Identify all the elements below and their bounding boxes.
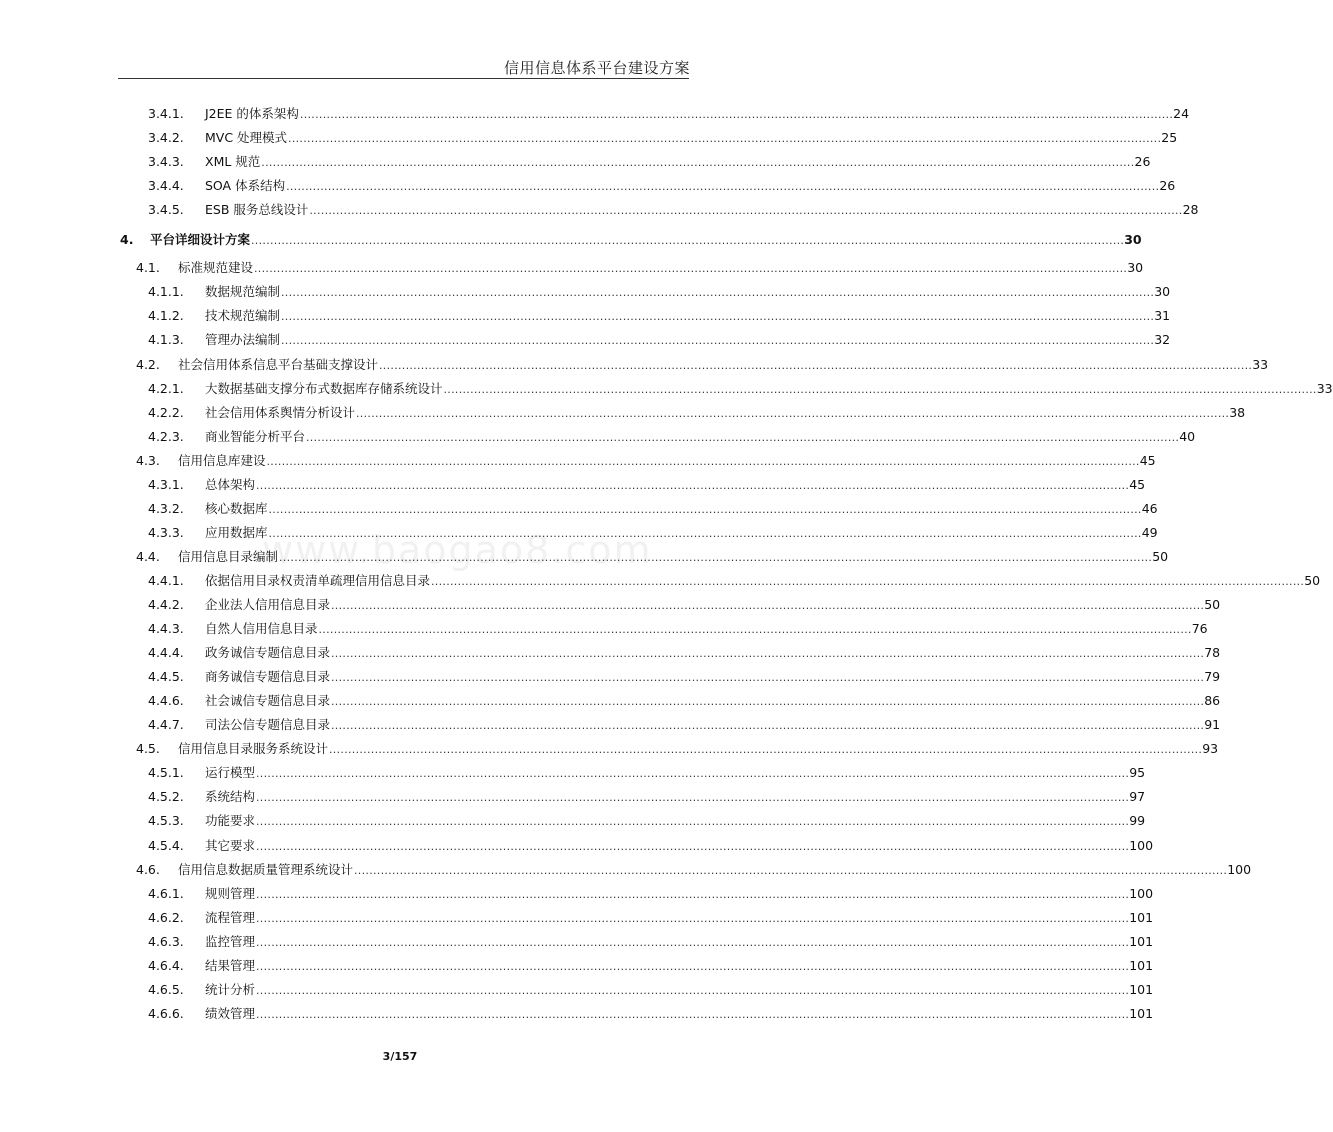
toc-dot-leader [319, 623, 1192, 637]
toc-entry-number: 4.4.5. [148, 669, 184, 685]
toc-dot-leader [256, 815, 1129, 829]
toc-entry-title[interactable]: 绩效管理 [205, 1005, 256, 1021]
toc-entry-number: 4.4.3. [148, 621, 184, 637]
toc-entry-page: 50 [1152, 548, 1169, 564]
toc-dot-leader [329, 743, 1202, 757]
toc-entry-number: 4.6.4. [148, 957, 184, 973]
toc-dot-leader [279, 551, 1152, 565]
toc-entry-page: 101 [1129, 981, 1154, 997]
toc-entry[interactable] [0, 146, 1151, 170]
toc-entry[interactable] [0, 613, 1208, 637]
toc-entry-title[interactable]: 政务诚信专题信息目录 [205, 645, 331, 661]
toc-entry-number: 4.1. [136, 260, 160, 276]
toc-entry-title[interactable]: 功能要求 [205, 813, 256, 829]
toc-entry-page: 100 [1227, 861, 1252, 877]
toc-entry-page: 30 [1124, 232, 1142, 248]
toc-entry-page: 24 [1173, 106, 1190, 121]
toc-entry-title[interactable]: 运行模型 [205, 765, 256, 781]
toc-dot-leader [256, 960, 1129, 974]
toc-entry-title[interactable]: 系统结构 [205, 789, 256, 805]
toc-entry[interactable] [0, 757, 1146, 781]
toc-entry[interactable] [0, 493, 1158, 517]
toc-entry[interactable] [0, 854, 1252, 878]
toc-dot-leader [309, 204, 1182, 218]
toc-entry[interactable] [0, 349, 1269, 373]
toc-entry-page: 46 [1141, 500, 1158, 516]
toc-entry-page: 99 [1129, 813, 1146, 829]
toc-entry-number: 3.4.4. [148, 178, 184, 194]
toc-entry-page: 50 [1204, 597, 1221, 612]
toc-dot-leader [251, 234, 1124, 248]
toc-entry[interactable] [0, 733, 1219, 757]
toc-entry-page: 100 [1129, 885, 1154, 901]
toc-entry[interactable] [0, 805, 1146, 829]
toc-entry-page: 101 [1129, 909, 1154, 925]
toc-dot-leader [261, 156, 1134, 170]
toc-entry-number: 4.4.1. [148, 572, 184, 588]
toc-entry-page: 95 [1129, 765, 1146, 781]
toc-entry-page: 28 [1182, 202, 1199, 218]
toc-dot-leader [256, 840, 1129, 854]
toc-dot-leader [256, 936, 1129, 950]
toc-entry-title[interactable]: 社会诚信专题信息目录 [205, 693, 331, 709]
toc-entry-title[interactable]: 依据信用目录权责清单疏理信用信息目录 [205, 572, 431, 588]
toc-entry[interactable] [0, 902, 1154, 926]
toc-entry-title[interactable]: 司法公信专题信息目录 [205, 717, 331, 733]
toc-entry-title[interactable]: 商业智能分析平台 [205, 428, 306, 444]
toc-entry-number: 3.4.5. [148, 202, 184, 218]
toc-entry-title[interactable]: XML 规范 [205, 154, 261, 170]
toc-entry-page: 86 [1204, 693, 1221, 709]
toc-entry-title[interactable]: 其它要求 [205, 837, 256, 853]
toc-entry[interactable] [0, 445, 1156, 469]
toc-entry-page: 30 [1154, 284, 1171, 300]
toc-entry-title[interactable]: 标准规范建设 [178, 260, 254, 276]
toc-entry-number: 4.2.2. [148, 404, 184, 420]
toc-entry-page: 40 [1179, 428, 1196, 444]
toc-dot-leader [300, 108, 1173, 122]
toc-entry[interactable] [0, 469, 1146, 493]
toc-entry-title[interactable]: 总体架构 [205, 476, 256, 492]
toc-entry[interactable] [0, 830, 1154, 854]
toc-entry-page: 25 [1161, 130, 1178, 146]
toc-entry-number: 4.4. [136, 548, 160, 564]
toc-entry-title[interactable]: 社会信用体系舆情分析设计 [205, 404, 356, 420]
toc-entry-page: 26 [1159, 178, 1176, 194]
toc-entry[interactable] [0, 373, 1333, 397]
toc-entry-title[interactable]: SOA 体系结构 [205, 178, 286, 194]
toc-entry[interactable] [0, 397, 1246, 421]
toc-dot-leader [354, 864, 1227, 878]
toc-entry-number: 4.3.2. [148, 500, 184, 516]
toc-entry-title[interactable]: 流程管理 [205, 909, 256, 925]
toc-dot-leader [281, 310, 1154, 324]
header-title: 信用信息体系平台建设方案 [503, 59, 690, 77]
toc-entry[interactable] [0, 517, 1158, 541]
toc-entry-page: 78 [1204, 645, 1221, 661]
toc-entry-number: 4.4.7. [148, 717, 184, 733]
toc-dot-leader [288, 132, 1161, 146]
toc-entry-number: 4.5.3. [148, 813, 184, 829]
toc-dot-leader [256, 767, 1129, 781]
header-divider [118, 78, 689, 79]
toc-entry[interactable] [0, 194, 1199, 218]
toc-entry-title[interactable]: 监控管理 [205, 933, 256, 949]
toc-dot-leader [256, 479, 1129, 493]
toc-entry-page: 50 [1304, 572, 1321, 588]
toc-entry-number: 4.6.5. [148, 981, 184, 997]
toc-dot-leader [256, 1008, 1129, 1022]
toc-entry-number: 4.6.6. [148, 1005, 184, 1021]
toc-entry[interactable] [0, 878, 1154, 902]
toc-entry[interactable] [0, 709, 1221, 733]
toc-entry-page: 76 [1191, 621, 1208, 637]
toc-dot-leader [267, 455, 1140, 469]
toc-entry-title[interactable]: 信用信息目录服务系统设计 [178, 741, 329, 757]
toc-entry[interactable] [0, 974, 1154, 998]
toc-entry[interactable] [0, 170, 1176, 194]
toc-entry-number: 4. [120, 232, 134, 248]
toc-entry[interactable] [0, 565, 1321, 589]
toc-entry-page: 93 [1202, 741, 1219, 757]
toc-entry-title[interactable]: 核心数据库 [205, 500, 268, 516]
toc-entry-title[interactable]: ESB 服务总线设计 [205, 202, 309, 218]
toc-entry-number: 4.3. [136, 452, 160, 468]
toc-entry[interactable] [0, 122, 1178, 146]
toc-dot-leader [331, 647, 1204, 661]
toc-entry-number: 4.5.1. [148, 765, 184, 781]
toc-entry-number: 4.5. [136, 741, 160, 757]
toc-entry-page: 101 [1129, 1005, 1154, 1021]
toc-dot-leader [331, 671, 1204, 685]
toc-entry-page: 33 [1252, 356, 1269, 372]
toc-dot-leader [331, 599, 1204, 613]
toc-dot-leader [331, 695, 1204, 709]
toc-entry-number: 4.6.2. [148, 909, 184, 925]
toc-entry[interactable] [0, 685, 1221, 709]
toc-entry[interactable] [0, 661, 1221, 685]
toc-entry-title[interactable]: J2EE 的体系架构 [205, 106, 299, 121]
toc-entry-page: 91 [1204, 717, 1221, 733]
page-number: 3/157 [382, 1050, 418, 1063]
toc-entry-number: 4.5.2. [148, 789, 184, 805]
toc-entry-title[interactable]: 数据规范编制 [205, 284, 281, 300]
toc-entry-title[interactable]: 规则管理 [205, 885, 256, 901]
toc-dot-leader [256, 888, 1129, 902]
toc-entry-title[interactable]: 社会信用体系信息平台基础支撑设计 [178, 356, 379, 372]
toc-entry-number: 3.4.2. [148, 130, 184, 146]
toc-entry-number: 4.3.3. [148, 524, 184, 540]
toc-entry-number: 4.5.4. [148, 837, 184, 853]
toc-entry[interactable] [0, 300, 1171, 324]
toc-entry-number: 4.2. [136, 356, 160, 372]
toc-dot-leader [356, 407, 1229, 421]
toc-entry-page: 26 [1134, 154, 1151, 170]
toc-entry[interactable] [0, 224, 1142, 248]
toc-entry-number: 3.4.1. [148, 106, 184, 121]
toc-entry-number: 4.1.1. [148, 284, 184, 300]
toc-entry-number: 4.6.1. [148, 885, 184, 901]
toc-entry-number: 4.1.3. [148, 332, 184, 348]
toc-dot-leader [431, 575, 1304, 589]
toc-entry-number: 4.6. [136, 861, 160, 877]
toc-dot-leader [306, 431, 1179, 445]
toc-entry-page: 101 [1129, 933, 1154, 949]
toc-entry[interactable] [0, 98, 1190, 122]
toc-entry-page: 32 [1154, 332, 1171, 348]
toc-dot-leader [281, 286, 1154, 300]
toc-entry-title[interactable]: 商务诚信专题信息目录 [205, 669, 331, 685]
toc-dot-leader [331, 719, 1204, 733]
toc-entry-page: 45 [1139, 452, 1156, 468]
toc-entry[interactable] [0, 950, 1154, 974]
toc-entry-page: 33 [1316, 380, 1333, 396]
toc-entry-number: 4.1.2. [148, 308, 184, 324]
toc-entry-title[interactable]: 统计分析 [205, 981, 256, 997]
toc-entry-title[interactable]: 管理办法编制 [205, 332, 281, 348]
toc-entry-title[interactable]: MVC 处理模式 [205, 130, 288, 146]
toc-entry[interactable] [0, 276, 1171, 300]
toc-dot-leader [379, 359, 1252, 373]
toc-entry-page: 101 [1129, 957, 1154, 973]
toc-entry-title[interactable]: 大数据基础支撑分布式数据库存储系统设计 [205, 380, 443, 396]
toc-dot-leader [254, 262, 1127, 276]
toc-entry-title[interactable]: 技术规范编制 [205, 308, 281, 324]
toc-entry-title[interactable]: 结果管理 [205, 957, 256, 973]
toc-entry[interactable] [0, 421, 1196, 445]
toc-entry-number: 3.4.3. [148, 154, 184, 170]
toc-entry-title[interactable]: 应用数据库 [205, 524, 268, 540]
toc-dot-leader [269, 527, 1142, 541]
toc-dot-leader [269, 503, 1142, 517]
toc-entry-number: 4.3.1. [148, 476, 184, 492]
toc-entry-title[interactable]: 平台详细设计方案 [150, 232, 251, 248]
toc-entry[interactable] [0, 324, 1171, 348]
toc-entry-title[interactable]: 信用信息目录编制 [178, 548, 279, 564]
toc-entry-page: 31 [1154, 308, 1171, 324]
toc-dot-leader [256, 912, 1129, 926]
toc-entry[interactable] [0, 637, 1221, 661]
toc-entry-title[interactable]: 信用信息库建设 [178, 452, 266, 468]
toc-dot-leader [444, 383, 1317, 397]
toc-entry[interactable] [0, 781, 1146, 805]
toc-entry-title[interactable]: 企业法人信用信息目录 [205, 597, 331, 612]
toc-entry-page: 97 [1129, 789, 1146, 805]
toc-entry-title[interactable]: 自然人信用信息目录 [205, 621, 318, 637]
toc-entry-number: 4.4.6. [148, 693, 184, 709]
toc-entry-number: 4.4.2. [148, 597, 184, 612]
toc-entry-number: 4.4.4. [148, 645, 184, 661]
toc-entry-number: 4.2.3. [148, 428, 184, 444]
toc-entry[interactable] [0, 926, 1154, 950]
toc-dot-leader [281, 334, 1154, 348]
toc-entry-number: 4.2.1. [148, 380, 184, 396]
toc-entry[interactable] [0, 252, 1144, 276]
toc-entry[interactable] [0, 998, 1154, 1022]
toc-entry-page: 100 [1129, 837, 1154, 853]
toc-entry-page: 38 [1229, 404, 1246, 420]
toc-entry-page: 30 [1127, 260, 1144, 276]
watermark: www.baogao8.com [262, 528, 653, 572]
toc-entry-page: 49 [1141, 524, 1158, 540]
toc-dot-leader [256, 791, 1129, 805]
toc-dot-leader [286, 180, 1159, 194]
toc-entry-page: 45 [1129, 476, 1146, 492]
toc-entry-page: 79 [1204, 669, 1221, 685]
toc-entry-title[interactable]: 信用信息数据质量管理系统设计 [178, 861, 354, 877]
toc-dot-leader [256, 984, 1129, 998]
toc-entry-number: 4.6.3. [148, 933, 184, 949]
toc-entry[interactable] [0, 541, 1169, 565]
toc-entry[interactable] [0, 589, 1221, 613]
